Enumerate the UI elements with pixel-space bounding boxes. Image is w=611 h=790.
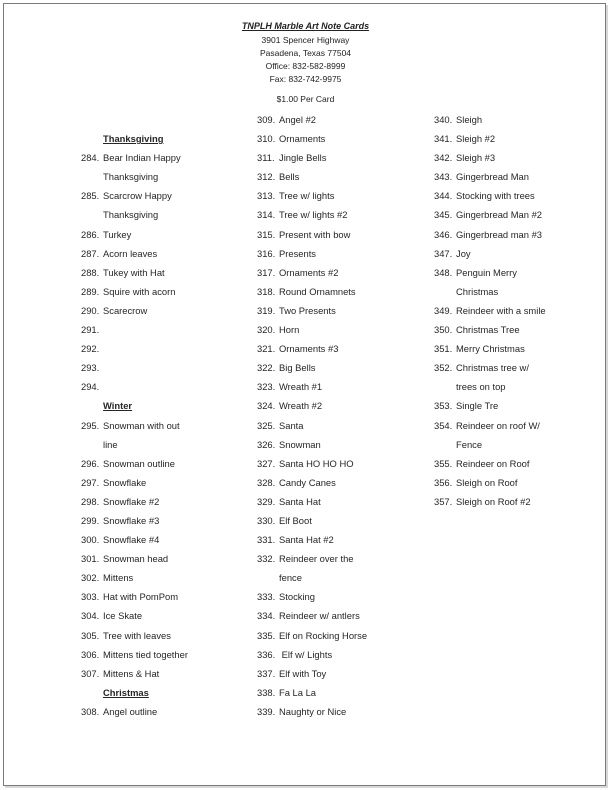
list-item: [257, 110, 437, 129]
list-item: [257, 530, 437, 549]
item-number: 314.: [257, 209, 276, 221]
section-heading: [81, 396, 261, 415]
card-column-3: [434, 110, 611, 511]
list-item: [81, 358, 261, 377]
list-item: [434, 167, 611, 186]
list-item: [81, 454, 261, 473]
list-item: [434, 416, 611, 435]
item-number: 290.: [81, 304, 100, 316]
list-item: [434, 110, 611, 129]
item-label: Round Ornamnets: [279, 285, 356, 297]
item-number: 311.: [257, 152, 275, 164]
item-label: Reindeer with a smile: [456, 304, 546, 316]
item-label: Ornaments #3: [279, 343, 339, 355]
list-item: [81, 473, 261, 492]
list-item-continuation: [257, 568, 437, 587]
item-number: 319.: [257, 304, 276, 316]
list-item: [434, 473, 611, 492]
item-number: 344.: [434, 190, 453, 202]
item-label: Naughty or Nice: [279, 705, 347, 717]
item-number: 330.: [257, 514, 276, 526]
item-label: Elf on Rocking Horse: [279, 629, 368, 641]
list-item: [257, 626, 437, 645]
item-number: 339.: [257, 705, 276, 717]
item-label: Thanksgiving: [103, 171, 159, 183]
list-item: [257, 606, 437, 625]
item-number: 345.: [434, 209, 453, 221]
item-number: 289.: [81, 285, 100, 297]
fax-number: Fax: 832-742-9975: [269, 74, 342, 84]
item-label: Snowman with out: [103, 419, 180, 431]
item-label: Scarecrow: [103, 304, 148, 316]
list-item: [257, 186, 437, 205]
item-number: 355.: [434, 457, 453, 469]
item-number: 298.: [81, 495, 100, 507]
card-column-2: [257, 110, 437, 721]
item-number: 337.: [257, 667, 276, 679]
item-label: Snowman outline: [103, 457, 175, 469]
item-number: 310.: [257, 133, 276, 145]
list-item: [257, 244, 437, 263]
list-item: [434, 129, 611, 148]
item-number: 291.: [81, 324, 100, 336]
list-item-continuation: [434, 282, 611, 301]
list-item: [434, 186, 611, 205]
spacer: [81, 110, 261, 129]
item-label: Snowflake #2: [103, 495, 160, 507]
item-number: 322.: [257, 362, 276, 374]
item-number: 329.: [257, 495, 276, 507]
list-item: [81, 626, 261, 645]
item-label: Angel outline: [103, 705, 158, 717]
section-heading-label: Christmas: [103, 686, 149, 698]
item-number: 334.: [257, 610, 276, 622]
item-label: Turkey: [103, 228, 132, 240]
item-number: 324.: [257, 400, 276, 412]
item-number: 301.: [81, 553, 100, 565]
city-line: Pasadena, Texas 77504: [259, 48, 352, 58]
item-label: Santa Hat #2: [279, 534, 334, 546]
list-item: [81, 606, 261, 625]
item-number: 296.: [81, 457, 100, 469]
item-number: 315.: [257, 228, 276, 240]
item-label: Snowman: [279, 438, 321, 450]
list-item: [257, 511, 437, 530]
item-number: 323.: [257, 381, 276, 393]
item-label: Stocking with trees: [456, 190, 535, 202]
item-label: Sleigh on Roof: [456, 476, 518, 488]
item-number: 294.: [81, 381, 100, 393]
item-number: 312.: [257, 171, 276, 183]
section-heading: [81, 129, 261, 148]
item-label: Bells: [279, 171, 300, 183]
item-label: Reindeer over the: [279, 553, 354, 565]
item-label: Ice Skate: [103, 610, 143, 622]
item-label: Wreath #2: [279, 400, 323, 412]
list-item: [257, 683, 437, 702]
list-item-continuation: [81, 205, 261, 224]
item-number: 351.: [434, 343, 453, 355]
item-label: Hat with PomPom: [103, 591, 179, 603]
item-label: Santa Hat: [279, 495, 321, 507]
item-number: 341.: [434, 133, 453, 145]
list-item: [257, 148, 437, 167]
item-label: Scarcrow Happy: [103, 190, 172, 202]
item-label: Present with bow: [279, 228, 351, 240]
list-item: [434, 205, 611, 224]
list-item: [257, 205, 437, 224]
item-number: 288.: [81, 266, 100, 278]
list-item: [257, 320, 437, 339]
list-item: [434, 339, 611, 358]
list-item: [434, 301, 611, 320]
item-number: 325.: [257, 419, 276, 431]
item-label: Big Bells: [279, 362, 316, 374]
list-item: [434, 263, 611, 282]
list-item: [257, 492, 437, 511]
item-label: Stocking: [279, 591, 315, 603]
list-item: [81, 645, 261, 664]
item-label: Christmas: [456, 285, 499, 297]
list-item: [257, 435, 437, 454]
list-item: [257, 377, 437, 396]
list-item: [257, 664, 437, 683]
item-label: Gingerbread Man #2: [456, 209, 542, 221]
item-label: Fence: [456, 438, 483, 450]
item-label: Squire with acorn: [103, 285, 176, 297]
list-item: [257, 396, 437, 415]
item-number: 348.: [434, 266, 453, 278]
item-label: Tree w/ lights #2: [279, 209, 348, 221]
list-item: [434, 454, 611, 473]
list-item: [81, 530, 261, 549]
item-number: 284.: [81, 152, 100, 164]
item-number: 292.: [81, 343, 100, 355]
item-label: Mittens tied together: [103, 648, 188, 660]
item-label: Mittens: [103, 572, 134, 584]
item-number: 338.: [257, 686, 276, 698]
item-label: Jingle Bells: [279, 152, 327, 164]
item-number: 309.: [257, 114, 276, 125]
list-item: [81, 244, 261, 263]
item-number: 304.: [81, 610, 100, 622]
item-number: 293.: [81, 362, 100, 374]
item-number: 326.: [257, 438, 276, 450]
list-item: [434, 358, 611, 377]
list-item: [81, 263, 261, 282]
item-number: 295.: [81, 419, 100, 431]
list-item: [81, 377, 261, 396]
item-label: Thanksgiving: [103, 209, 159, 221]
list-item: [81, 702, 261, 721]
section-heading-label: Thanksgiving: [103, 133, 164, 145]
office-phone: Office: 832-582-8999: [265, 61, 346, 71]
list-item: [434, 148, 611, 167]
item-number: 305.: [81, 629, 100, 641]
list-item: [81, 339, 261, 358]
list-item: [81, 148, 261, 167]
item-number: 321.: [257, 343, 276, 355]
list-item: [257, 645, 437, 664]
list-item: [434, 320, 611, 339]
item-label: Horn: [279, 324, 300, 336]
item-label: Christmas Tree: [456, 324, 520, 336]
list-item: [434, 225, 611, 244]
list-item-continuation: [434, 435, 611, 454]
list-item: [81, 416, 261, 435]
list-item: [257, 225, 437, 244]
item-label: trees on top: [456, 381, 506, 393]
list-item: [81, 549, 261, 568]
item-label: Single Tre: [456, 400, 499, 412]
item-number: 343.: [434, 171, 453, 183]
item-label: Tukey with Hat: [103, 266, 165, 278]
list-item: [257, 129, 437, 148]
list-item: [81, 568, 261, 587]
list-item-continuation: [81, 435, 261, 454]
item-label: Sleigh: [456, 114, 483, 125]
item-label: Two Presents: [279, 304, 336, 316]
list-item: [257, 301, 437, 320]
item-label: Gingerbread man #3: [456, 228, 542, 240]
item-number: 286.: [81, 228, 100, 240]
item-label: Joy: [456, 247, 471, 259]
item-number: 318.: [257, 285, 276, 297]
item-number: 306.: [81, 648, 100, 660]
list-item: [257, 473, 437, 492]
item-number: 297.: [81, 476, 100, 488]
list-item: [257, 587, 437, 606]
item-label: Elf Boot: [279, 514, 312, 526]
list-item: [81, 320, 261, 339]
item-label: Sleigh #2: [456, 133, 496, 145]
item-number: 353.: [434, 400, 453, 412]
list-item: [257, 263, 437, 282]
item-number: 303.: [81, 591, 100, 603]
item-number: 333.: [257, 591, 276, 603]
list-item: [257, 167, 437, 186]
item-label: Ornaments: [279, 133, 326, 145]
item-number: 307.: [81, 667, 100, 679]
price-line: $1.00 Per Card: [276, 94, 335, 104]
list-item: [81, 186, 261, 205]
item-number: 299.: [81, 514, 100, 526]
item-number: 331.: [257, 534, 276, 546]
item-number: 346.: [434, 228, 453, 240]
list-item-continuation: [434, 377, 611, 396]
item-number: 316.: [257, 247, 276, 259]
item-label: Wreath #1: [279, 381, 323, 393]
item-number: 335.: [257, 629, 276, 641]
list-item: [257, 282, 437, 301]
item-label: Snowflake: [103, 476, 147, 488]
item-label: Sleigh #3: [456, 152, 496, 164]
item-label: Elf w/ Lights: [279, 648, 333, 660]
item-number: 354.: [434, 419, 453, 431]
item-number: 347.: [434, 247, 453, 259]
item-label: Candy Canes: [279, 476, 336, 488]
item-label: Mittens & Hat: [103, 667, 160, 679]
item-label: Tree w/ lights: [279, 190, 335, 202]
list-item: [257, 549, 437, 568]
item-number: 357.: [434, 495, 453, 507]
item-number: 328.: [257, 476, 276, 488]
item-number: 352.: [434, 362, 453, 374]
item-number: 320.: [257, 324, 276, 336]
item-number: 285.: [81, 190, 100, 202]
item-label: line: [103, 438, 118, 450]
item-number: 356.: [434, 476, 453, 488]
section-heading: [81, 683, 261, 702]
document-title: TNPLH Marble Art Note Cards: [241, 21, 370, 31]
card-column-1: [81, 110, 261, 721]
item-number: 317.: [257, 266, 276, 278]
item-label: Merry Christmas: [456, 343, 525, 355]
item-label: Reindeer on roof W/: [456, 419, 540, 431]
item-number: 313.: [257, 190, 276, 202]
list-item: [81, 282, 261, 301]
item-label: Sleigh on Roof #2: [456, 495, 531, 507]
list-item: [257, 339, 437, 358]
item-number: 327.: [257, 457, 276, 469]
list-item: [257, 358, 437, 377]
item-label: Fa La La: [279, 686, 317, 698]
item-label: Snowflake #4: [103, 534, 160, 546]
item-label: fence: [279, 572, 302, 584]
address-line: 3901 Spencer Highway: [261, 35, 350, 45]
item-label: Reindeer on Roof: [456, 457, 530, 469]
item-label: Reindeer w/ antlers: [279, 610, 360, 622]
item-label: Presents: [279, 247, 316, 259]
list-item: [257, 702, 437, 721]
list-item: [257, 416, 437, 435]
item-number: 287.: [81, 247, 100, 259]
list-item: [434, 396, 611, 415]
item-number: 349.: [434, 304, 453, 316]
item-number: 342.: [434, 152, 453, 164]
list-item: [434, 244, 611, 263]
item-number: 336.: [257, 648, 276, 660]
item-label: Snowman head: [103, 553, 169, 565]
item-number: 300.: [81, 534, 100, 546]
list-item: [81, 511, 261, 530]
item-label: Acorn leaves: [103, 247, 158, 259]
item-label: Santa: [279, 419, 304, 431]
list-item: [81, 492, 261, 511]
list-item: [434, 492, 611, 511]
list-item: [81, 301, 261, 320]
list-item-continuation: [81, 167, 261, 186]
item-label: Angel #2: [279, 114, 317, 125]
item-label: Tree with leaves: [103, 629, 171, 641]
item-label: Santa HO HO HO: [279, 457, 354, 469]
item-number: 350.: [434, 324, 453, 336]
item-label: Bear Indian Happy: [103, 152, 181, 164]
item-label: Penguin Merry: [456, 266, 517, 278]
item-label: Snowflake #3: [103, 514, 160, 526]
list-item: [81, 664, 261, 683]
item-number: 332.: [257, 553, 276, 565]
section-heading-label: Winter: [103, 400, 133, 412]
list-item: [81, 225, 261, 244]
item-label: Gingerbread Man: [456, 171, 529, 183]
item-label: Elf with Toy: [279, 667, 327, 679]
item-label: Christmas tree w/: [456, 362, 529, 374]
item-label: Ornaments #2: [279, 266, 339, 278]
item-number: 340.: [434, 114, 453, 125]
item-number: 302.: [81, 572, 100, 584]
item-number: 308.: [81, 705, 100, 717]
list-item: [257, 454, 437, 473]
list-item: [81, 587, 261, 606]
